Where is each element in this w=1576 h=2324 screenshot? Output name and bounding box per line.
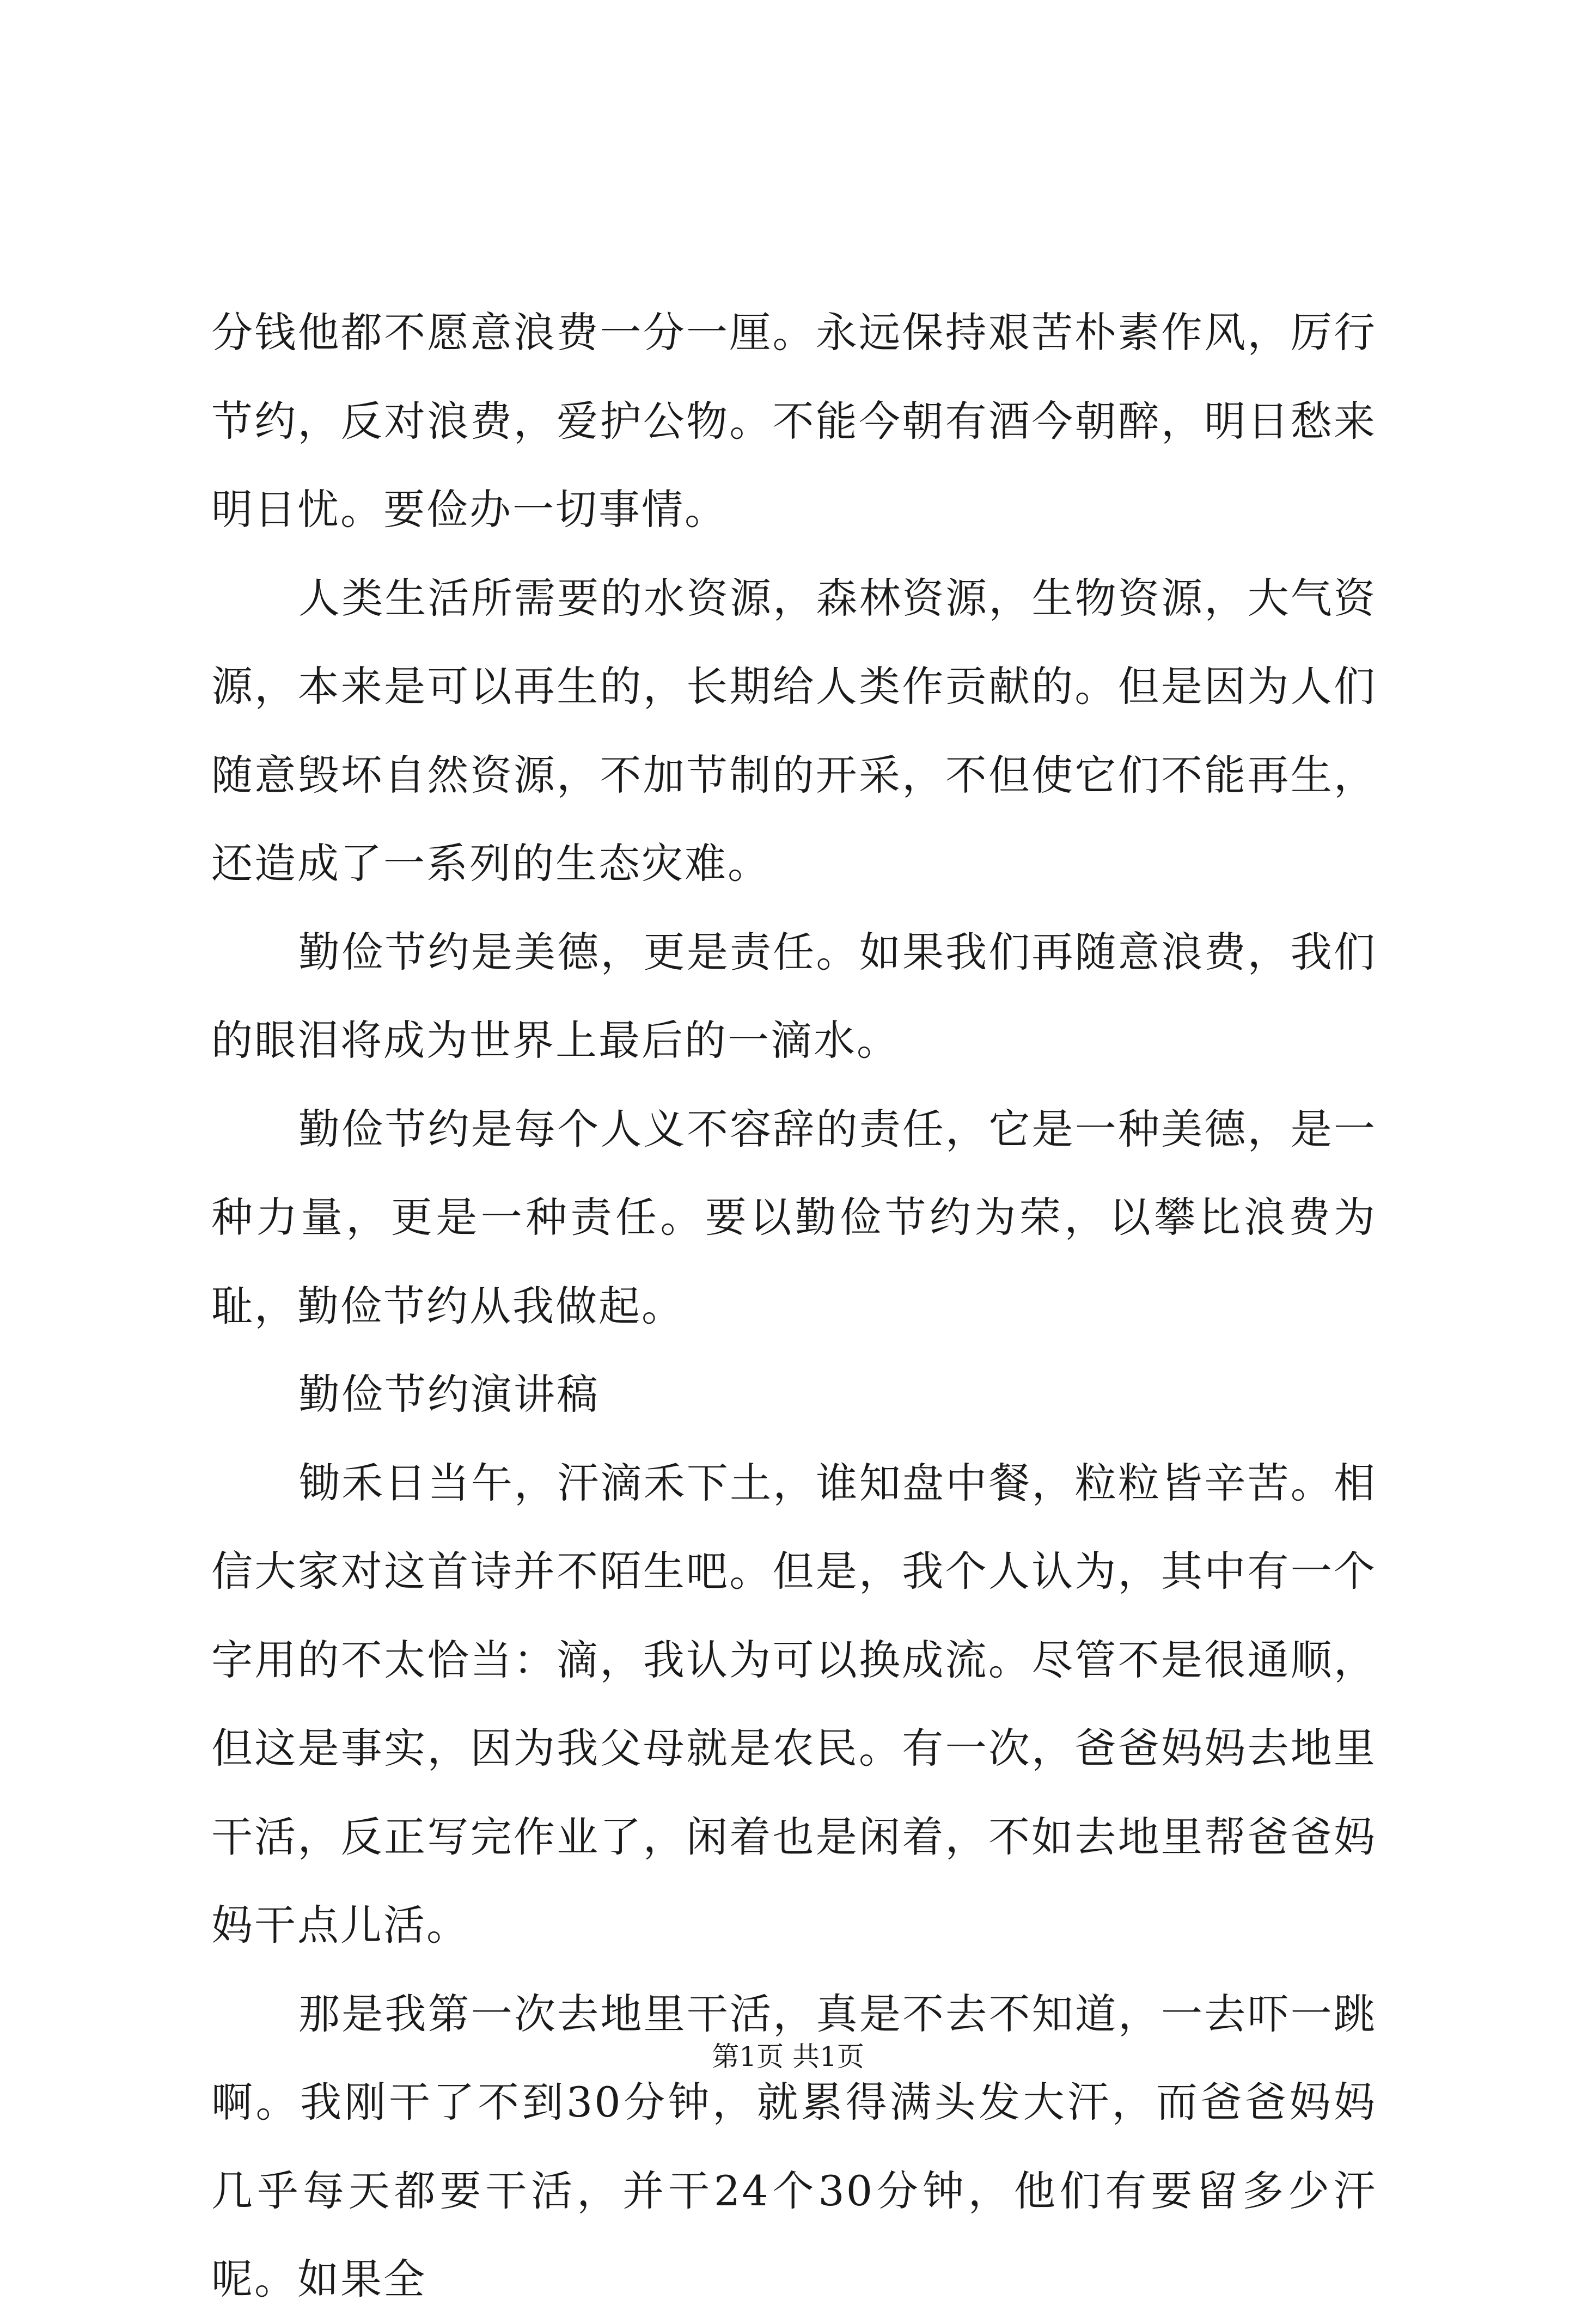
document-body	[211, 289, 1377, 2324]
page-number: 第1页 共1页	[712, 2041, 864, 2072]
paragraph: 人类生活所需要的水资源，森林资源，生物资源，大气资源，本来是可以再生的，长期给人类作贡献的。但是因为人们随意毁坏自然资源，不加节制的开采，不但使它们不能再生，还造成了一系列的生态灾难。	[211, 573, 1377, 888]
section-heading: 勤俭节约演讲稿	[298, 1370, 600, 1418]
paragraph: 分钱他都不愿意浪费一分一厘。永远保持艰苦朴素作风，厉行节约，反对浪费，爱护公物。不能今朝有酒今朝醉，明日愁来明日忧。要俭办一切事情。	[211, 308, 1377, 534]
paragraph: 勤俭节约是美德，更是责任。如果我们再随意浪费，我们的眼泪将成为世界上最后的一滴水。	[211, 927, 1377, 1065]
page-footer	[0, 2038, 1576, 2076]
paragraph: 那是我第一次去地里干活，真是不去不知道，一去吓一跳啊。我刚干了不到30分钟，就累得满头发大汗，而爸爸妈妈几乎每天都要干活，并干24个30分钟，他们有要留多少汗呢。如果全	[211, 1989, 1377, 2303]
paragraph: 勤俭节约是每个人义不容辞的责任，它是一种美德，是一种力量，更是一种责任。要以勤俭节约为荣，以攀比浪费为耻，勤俭节约从我做起。	[211, 1104, 1377, 1330]
paragraph: 锄禾日当午，汗滴禾下土，谁知盘中餐，粒粒皆辛苦。相信大家对这首诗并不陌生吧。但是，我个人认为，其中有一个字用的不太恰当：滴，我认为可以换成流。尽管不是很通顺，但这是事实，因为我父母就是农民。有一次，爸爸妈妈去地里干活，反正写完作业了，闲着也是闲着，不如去地里帮爸爸妈妈干点儿活。	[211, 1458, 1377, 1949]
